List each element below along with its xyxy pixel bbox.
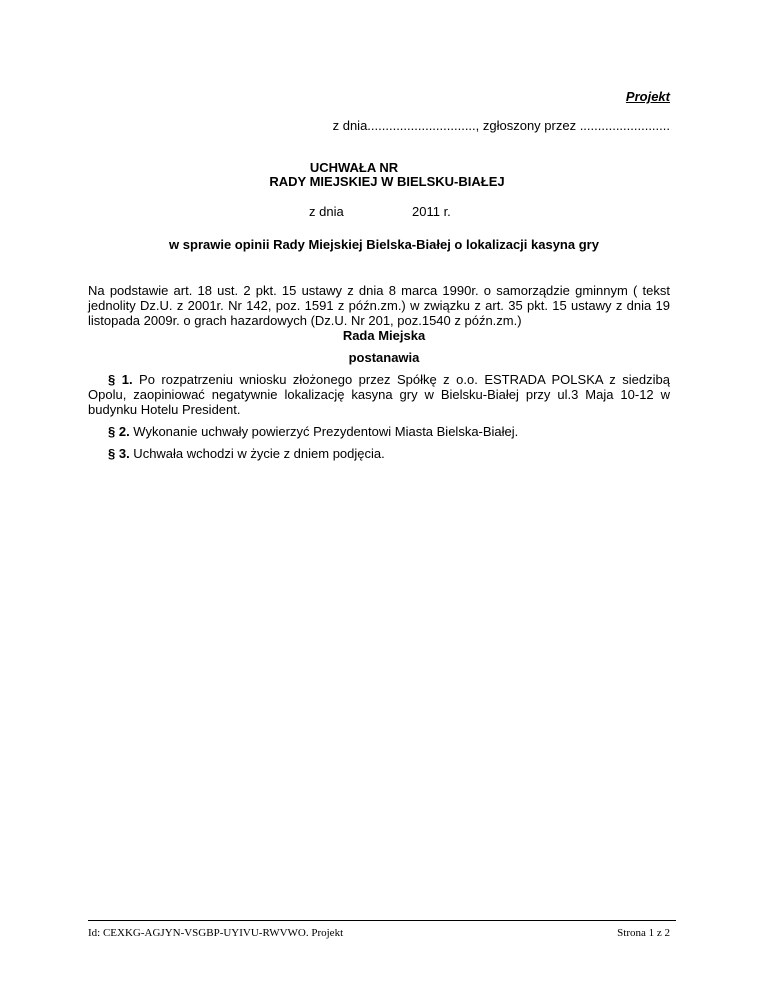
- council-heading: Rada Miejska: [342, 328, 426, 343]
- paragraph-2: [108, 424, 518, 439]
- paragraph-1: [88, 372, 670, 417]
- footer-page-number: Strona 1 z 2: [617, 927, 670, 939]
- resolution-title-line1: UCHWAŁA NR: [309, 160, 399, 175]
- legal-basis-paragraph: Na podstawie art. 18 ust. 2 pkt. 15 ustawy z dnia 8 marca 1990r. o samorządzie gminnym ( tekst jednolity Dz.U. z 2001r. Nr 142, poz. 1591 z późn.zm.) w związku z art. 35 pkt. 15 ustawy z dnia 19 listopada 2009r. o grach hazardowych (Dz.U. Nr 201, poz.1540 z późn.zm.): [88, 283, 670, 328]
- paragraph-2-marker: § 2.: [108, 424, 130, 439]
- paragraph-3-text: Uchwała wchodzi w życie z dniem podjęcia.: [129, 446, 385, 461]
- paragraph-3-marker: § 3.: [108, 446, 130, 461]
- paragraph-1-marker: § 1.: [108, 372, 133, 387]
- resolution-title-line2: RADY MIEJSKIEJ W BIELSKU-BIAŁEJ: [269, 174, 505, 189]
- paragraph-3: [108, 446, 385, 461]
- projekt-label: Projekt: [625, 89, 670, 104]
- paragraph-1-text: Po rozpatrzeniu wniosku złożonego przez Spółkę z o.o. ESTRADA POLSKA z siedzibą Opolu, zaopiniować negatywnie lokalizację kasyna gry w Bielsku-Białej przy ul.3 Maja 10-12 w budynku Hotelu President.: [88, 372, 670, 417]
- submission-line: z dnia.............................., zgłoszony przez .........................: [332, 118, 670, 133]
- paragraph-2-text: Wykonanie uchwały powierzyć Prezydentowi Miasta Bielska-Białej.: [129, 424, 519, 439]
- date-year: 2011 r.: [412, 204, 451, 219]
- resolution-subject: w sprawie opinii Rady Miejskiej Bielska-Białej o lokalizacji kasyna gry: [169, 237, 599, 252]
- resolves-heading: postanawia: [348, 350, 420, 365]
- date-prefix: z dnia: [309, 204, 344, 219]
- resolution-date: [309, 204, 451, 219]
- footer-divider: [88, 920, 676, 921]
- footer-document-id: Id: CEXKG-AGJYN-VSGBP-UYIVU-RWVWO. Projekt: [88, 927, 344, 939]
